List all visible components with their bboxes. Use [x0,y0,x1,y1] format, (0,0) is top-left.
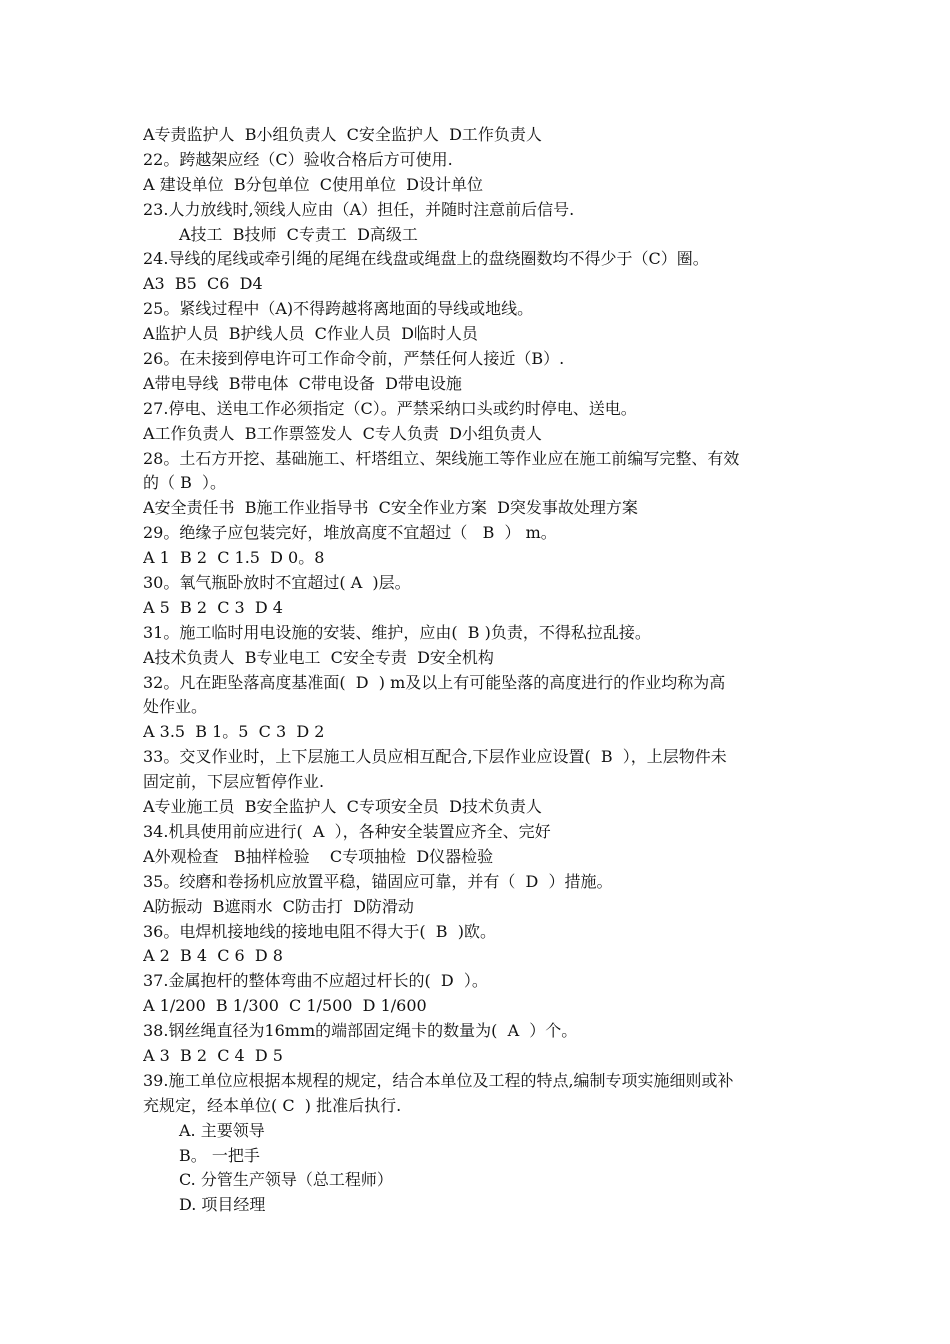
question-33: 33。交叉作业时，上下层施工人员应相互配合,下层作业应设置( B ），上层物件未 [143,747,727,767]
answer-options-36: A 2 B 4 C 6 D 8 [143,946,283,966]
question-28: 28。土石方开挖、基础施工、杆塔组立、架线施工等作业应在施工前编写完整、有效 [143,448,740,468]
question-25: 25。紧线过程中（A)不得跨越将离地面的导线或地线。 [143,299,534,319]
answer-option-39-c: C. 分管生产领导（总工程师） [179,1170,393,1190]
answer-options-27: A工作负责人 B工作票签发人 C专人负责 D小组负责人 [143,423,542,443]
answer-options-26: A带电导线 B带电体 C带电设备 D带电设施 [143,373,462,393]
question-31: 31。施工临时用电设施的安装、维护，应由( B )负责，不得私拉乱接。 [143,622,651,642]
answer-options-22: A 建设单位 B分包单位 C使用单位 D设计单位 [143,174,483,194]
answer-options-25: A监护人员 B护线人员 C作业人员 D临时人员 [143,324,478,344]
answer-options-29: A 1 B 2 C 1.5 D 0。8 [143,548,325,568]
question-35: 35。绞磨和卷扬机应放置平稳，锚固应可靠，并有（ D ）措施。 [143,871,613,891]
answer-options-33: A专业施工员 B安全监护人 C专项安全员 D技术负责人 [143,797,542,817]
document-body [143,123,815,1218]
answer-options-31: A技术负责人 B专业电工 C安全专责 D安全机构 [143,647,494,667]
answer-options-24: A3 B5 C6 D4 [143,274,263,294]
answer-options-37: A 1/200 B 1/300 C 1/500 D 1/600 [143,996,427,1016]
question-22: 22。跨越架应经（C）验收合格后方可使用. [143,149,453,169]
answer-options-30: A 5 B 2 C 3 D 4 [143,597,283,617]
question-38: 38.钢丝绳直径为16mm的端部固定绳卡的数量为( A ）个。 [143,1021,578,1041]
answer-options-35: A防振动 B遮雨水 C防击打 D防滑动 [143,896,414,916]
answer-option-39-b: B。 一把手 [179,1145,260,1165]
question-27: 27.停电、送电工作必须指定（C）。严禁采纳口头或约时停电、送电。 [143,398,637,418]
answer-options-23: A技工 B技师 C专责工 D高级工 [179,224,418,244]
answer-option-39-d: D. 项目经理 [179,1195,266,1215]
question-29: 29。绝缘子应包装完好，堆放高度不宜超过（ B ） m。 [143,523,557,543]
question-24: 24.导线的尾线或牵引绳的尾绳在线盘或绳盘上的盘绕圈数均不得少于（C）圈。 [143,249,709,269]
answer-options-21: A专责监护人 B小组负责人 C安全监护人 D工作负责人 [143,125,542,144]
question-39: 39.施工单位应根据本规程的规定，结合本单位及工程的特点,编制专项实施细则或补 [143,1070,734,1090]
answer-option-39-a: A. 主要领导 [179,1120,265,1140]
question-39-continued: 充规定，经本单位( C ) 批准后执行. [143,1095,402,1115]
answer-options-34: A外观检查 B抽样检验 C专项抽检 D仪器检验 [143,846,494,866]
question-36: 36。电焊机接地线的接地电阻不得大于( B )欧。 [143,921,496,941]
answer-options-32: A 3.5 B 1。5 C 3 D 2 [143,722,325,742]
question-37: 37.金属抱杆的整体弯曲不应超过杆长的( D ）。 [143,971,488,991]
question-28-continued: 的（ B ）。 [143,473,227,493]
question-33-continued: 固定前，下层应暂停作业. [143,772,325,792]
question-32: 32。凡在距坠落高度基准面( D ) m及以上有可能坠落的高度进行的作业均称为高 [143,672,726,692]
answer-options-38: A 3 B 2 C 4 D 5 [143,1045,283,1065]
question-34: 34.机具使用前应进行( A ），各种安全装置应齐全、完好 [143,821,551,841]
question-23: 23.人力放线时,领线人应由（A）担任，并随时注意前后信号. [143,199,575,219]
question-26: 26。在未接到停电许可工作命令前，严禁任何人接近（B）. [143,349,565,369]
answer-options-28: A安全责任书 B施工作业指导书 C安全作业方案 D突发事故处理方案 [143,498,638,518]
question-32-continued: 处作业。 [143,697,208,717]
question-30: 30。氧气瓶卧放时不宜超过( A )层。 [143,573,411,593]
